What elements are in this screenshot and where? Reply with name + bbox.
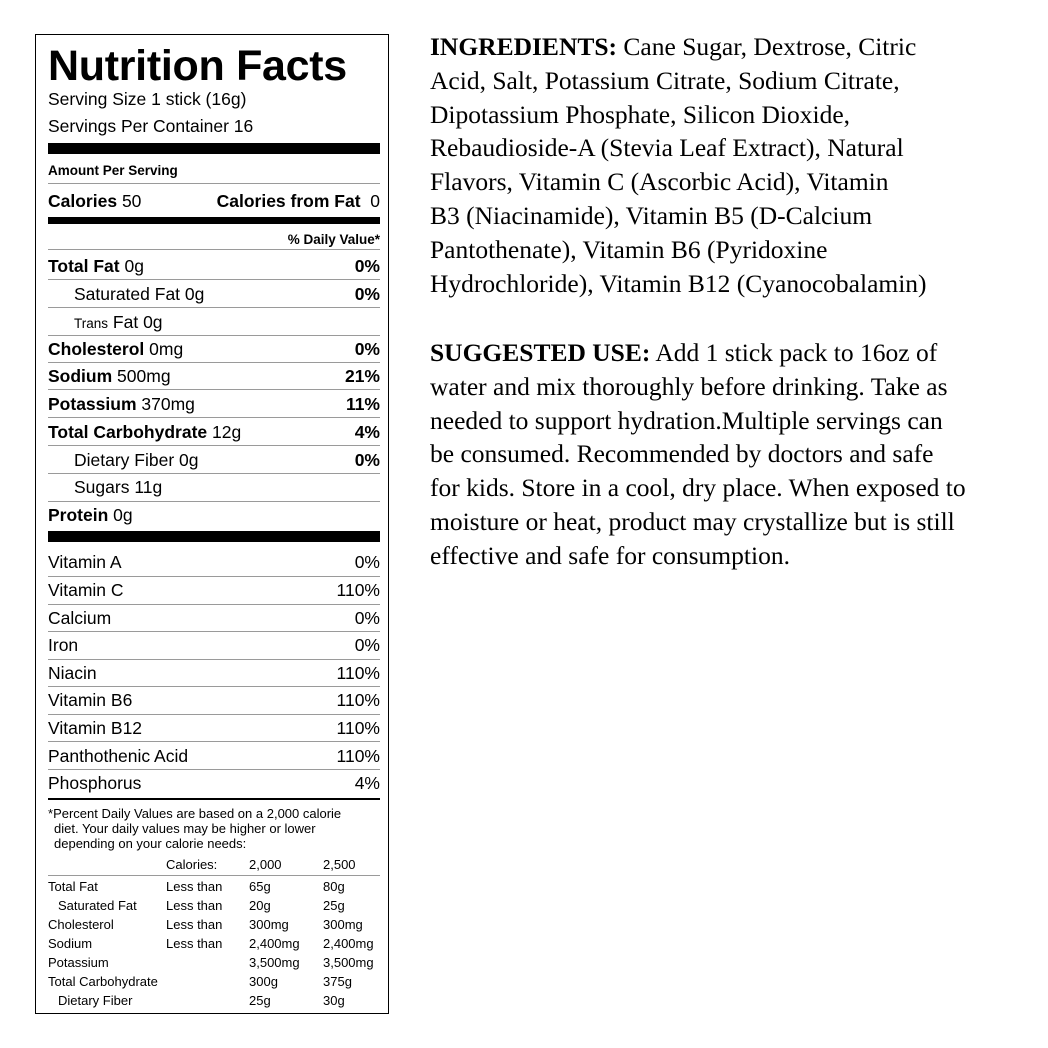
- footnote-line: diet. Your daily values may be higher or lower: [54, 821, 316, 836]
- footer-row-2000: 300mg: [249, 917, 289, 932]
- footer-row-2000: 3,500mg: [249, 955, 300, 970]
- thick-divider: [48, 531, 380, 542]
- vitamin-dv: 110%: [336, 690, 380, 710]
- divider: [48, 307, 380, 308]
- vitamin-dv: 110%: [336, 746, 380, 766]
- footer-row-qualifier: Less than: [166, 917, 223, 932]
- footnote-star: *: [48, 806, 54, 821]
- vitamin-dv: 0%: [354, 608, 380, 628]
- divider: [48, 335, 380, 336]
- nutrient-dv: 0%: [354, 256, 380, 276]
- nutrient-name: Trans: [74, 316, 109, 331]
- suggested-use-line: be consumed. Recommended by doctors and safe: [430, 439, 934, 469]
- medium-divider: [48, 217, 380, 224]
- amount-per-serving: Amount Per Serving: [48, 163, 178, 178]
- nutrient-name: Total Carbohydrate: [48, 422, 208, 442]
- nutrient-dv: 0%: [354, 339, 380, 359]
- nutrient-amount: 12g: [212, 422, 242, 442]
- suggested-use-line: SUGGESTED USE: Add 1 stick pack to 16oz of: [430, 338, 938, 367]
- ingredients-line: B3 (Niacinamide), Vitamin B5 (D-Calcium: [430, 200, 873, 230]
- nutrient-dv: 4%: [354, 422, 380, 442]
- calories-value: 50: [121, 191, 142, 211]
- footer-row-name: Total Carbohydrate: [48, 974, 158, 989]
- nutrient-amount: 0g: [143, 312, 163, 332]
- servings-per-container: Servings Per Container 16: [48, 116, 254, 136]
- footer-row-2000: 65g: [249, 879, 271, 894]
- nutrient-name: Sodium: [48, 366, 113, 386]
- footnote-line: depending on your calorie needs:: [54, 836, 247, 851]
- nutrient-dv: 0%: [354, 284, 380, 304]
- nutrition-facts-content: [48, 35, 380, 1013]
- divider: [48, 714, 380, 715]
- footer-row-2500: 375g: [323, 974, 352, 989]
- footer-row-2000: 2,400mg: [249, 936, 300, 951]
- footer-row-name: Total Fat: [48, 879, 98, 894]
- vitamin-dv: 110%: [336, 580, 380, 600]
- divider: [48, 631, 380, 632]
- divider: [48, 279, 380, 280]
- suggested-use-line: water and mix thoroughly before drinking. Take as: [430, 371, 948, 401]
- divider: [48, 417, 380, 418]
- footer-row-2500: 80g: [323, 879, 345, 894]
- footer-row-qualifier: Less than: [166, 898, 223, 913]
- footer-row-qualifier: Less than: [166, 879, 223, 894]
- daily-value-header: % Daily Value*: [287, 232, 380, 247]
- vitamin-name: Calcium: [48, 608, 112, 628]
- ingredients-line: Hydrochloride), Vitamin B12 (Cyanocobalamin): [430, 268, 927, 298]
- ingredients-line: Dipotassium Phosphate, Silicon Dioxide,: [430, 99, 851, 129]
- thick-divider: [48, 143, 380, 154]
- divider: [48, 362, 380, 363]
- nutrient-name: Cholesterol: [48, 339, 145, 359]
- nutrient-amount: 0mg: [149, 339, 184, 359]
- footer-row-2500: 300mg: [323, 917, 363, 932]
- vitamin-dv: 110%: [336, 718, 380, 738]
- suggested-use-heading: SUGGESTED USE:: [430, 338, 651, 367]
- ingredients-heading: INGREDIENTS:: [430, 32, 618, 61]
- vitamin-name: Vitamin B6: [48, 690, 133, 710]
- nutrient-dv: 11%: [345, 394, 380, 414]
- ingredients-line: Rebaudioside-A (Stevia Leaf Extract), Natural: [430, 133, 904, 163]
- suggested-use-line: effective and safe for consumption.: [430, 540, 790, 570]
- ingredients-line: Pantothenate), Vitamin B6 (Pyridoxine: [430, 234, 828, 264]
- divider: [48, 686, 380, 687]
- nutrient-dv: 0%: [354, 450, 380, 470]
- footer-calories-label: Calories:: [166, 857, 218, 872]
- nutrition-facts-panel: [35, 34, 389, 1014]
- vitamin-dv: 4%: [354, 773, 380, 793]
- divider: [48, 473, 380, 474]
- nutrient-name: Saturated Fat: [74, 284, 181, 304]
- footer-col-2000: 2,000: [249, 857, 282, 872]
- nutrient-name: Total Fat: [48, 256, 120, 276]
- nutrition-facts-title: Nutrition Facts: [48, 42, 347, 90]
- footer-row-2500: 2,400mg: [323, 936, 374, 951]
- vitamin-name: Iron: [48, 635, 79, 655]
- nutrient-name-suffix: Fat: [112, 312, 139, 332]
- nutrient-name: Sugars: [74, 477, 130, 497]
- nutrient-amount: 11g: [134, 477, 163, 497]
- ingredients-section: [430, 30, 1030, 300]
- calories-from-fat-value: 0: [370, 191, 380, 211]
- vitamin-dv: 0%: [354, 552, 380, 572]
- vitamin-name: Vitamin C: [48, 580, 124, 600]
- divider: [48, 769, 380, 770]
- footer-row-name: Cholesterol: [48, 917, 114, 932]
- nutrient-amount: 0g: [113, 505, 133, 525]
- footer-row-2000: 25g: [249, 993, 271, 1008]
- footer-col-2500: 2,500: [323, 857, 356, 872]
- divider: [48, 445, 380, 446]
- footer-row-2000: 300g: [249, 974, 278, 989]
- ingredients-line: Acid, Salt, Potassium Citrate, Sodium Citrate,: [430, 65, 900, 95]
- nutrient-name: Protein: [48, 505, 109, 525]
- footer-row-name: Potassium: [48, 955, 109, 970]
- vitamin-name: Vitamin A: [48, 552, 122, 572]
- divider: [48, 389, 380, 390]
- footer-row-2500: 30g: [323, 993, 345, 1008]
- vitamin-name: Niacin: [48, 663, 97, 683]
- serving-size: Serving Size 1 stick (16g): [48, 89, 247, 109]
- nutrient-amount: 370mg: [141, 394, 195, 414]
- divider: [48, 501, 380, 502]
- divider: [48, 741, 380, 742]
- nutrient-name: Dietary Fiber: [74, 450, 175, 470]
- footer-row-name: Sodium: [48, 936, 93, 951]
- vitamin-dv: 110%: [336, 663, 380, 683]
- nutrient-dv: 21%: [344, 366, 380, 386]
- calories-from-fat-label: Calories from Fat: [216, 191, 361, 211]
- suggested-use-line: needed to support hydration.Multiple servings can: [430, 405, 943, 435]
- divider: [48, 875, 380, 876]
- divider: [48, 798, 380, 800]
- divider: [48, 604, 380, 605]
- vitamin-name: Vitamin B12: [48, 718, 143, 738]
- vitamin-name: Phosphorus: [48, 773, 142, 793]
- footer-row-name: Dietary Fiber: [58, 993, 133, 1008]
- divider: [48, 249, 380, 250]
- divider: [48, 576, 380, 577]
- calories-label: Calories: [48, 191, 118, 211]
- divider: [48, 659, 380, 660]
- footnote: [48, 806, 380, 851]
- ingredients-line: INGREDIENTS: Cane Sugar, Dextrose, Citric: [430, 32, 917, 61]
- footer-row-2500: 3,500mg: [323, 955, 374, 970]
- footer-row-2500: 25g: [323, 898, 345, 913]
- vitamin-name: Panthothenic Acid: [48, 746, 189, 766]
- nutrient-amount: 0g: [184, 284, 205, 304]
- divider: [48, 183, 380, 184]
- footer-row-name: Saturated Fat: [58, 898, 137, 913]
- suggested-use-section: [430, 336, 1030, 573]
- footer-row-qualifier: Less than: [166, 936, 223, 951]
- footnote-line: Percent Daily Values are based on a 2,000 calorie: [53, 806, 342, 821]
- nutrient-amount: 500mg: [117, 366, 171, 386]
- vitamin-dv: 0%: [354, 635, 380, 655]
- suggested-use-line: for kids. Store in a cool, dry place. When exposed to: [430, 473, 966, 503]
- suggested-use-line: moisture or heat, product may crystallize but is still: [430, 506, 955, 536]
- footer-row-2000: 20g: [249, 898, 271, 913]
- nutrient-amount: 0g: [179, 450, 199, 470]
- nutrient-amount: 0g: [124, 256, 144, 276]
- nutrient-name: Potassium: [48, 394, 137, 414]
- ingredients-line: Flavors, Vitamin C (Ascorbic Acid), Vitamin: [430, 167, 889, 197]
